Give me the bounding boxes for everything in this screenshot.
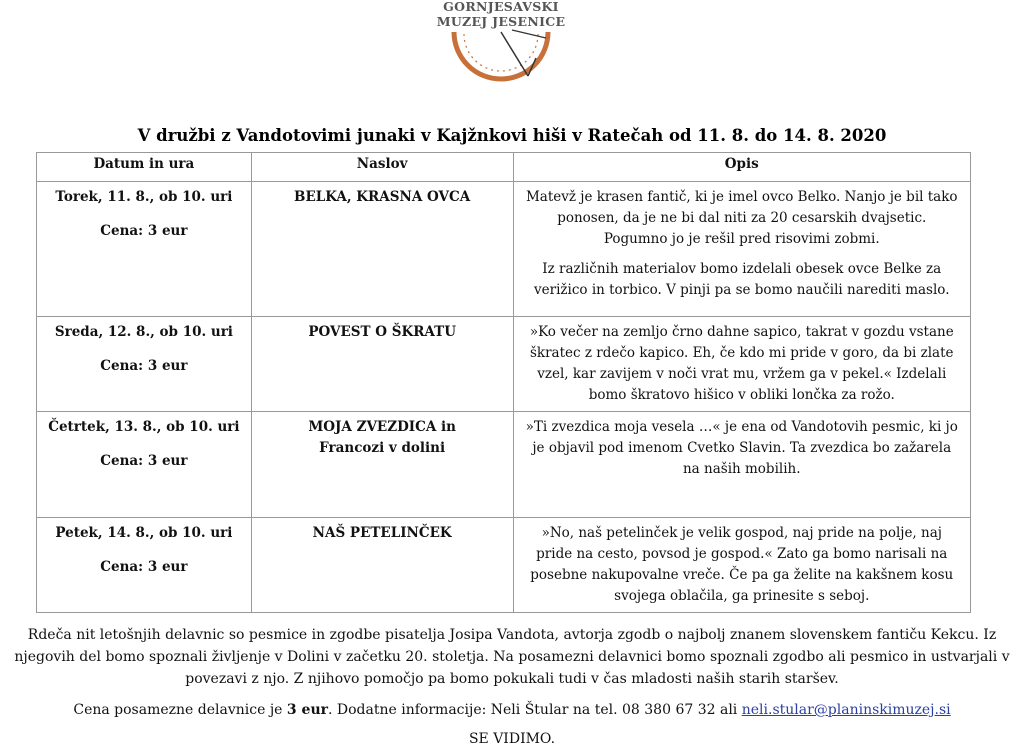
table-header-row	[37, 153, 971, 182]
description-paragraph: »No, naš petelinček je velik gospod, naj pride na polje, naj pride na cesto, povsod je gospod.« Zato ga bomo narisali na posebne nakupovalne vreče. Če pa ga želite na kakšnem kosu svojega oblačila, ga prinesite s seboj.	[530, 525, 954, 604]
description-paragraph: Iz različnih materialov bomo izdelali obesek ovce Belke za verižico in torbico. V pinji pa se bomo naučili narediti maslo.	[534, 261, 950, 298]
closing-text: SE VIDIMO.	[468, 731, 556, 747]
workshop-title	[251, 412, 513, 518]
description-cell	[513, 518, 970, 613]
description-paragraph: Matevž je krasen fantič, ki je imel ovco Belko. Nanjo je bil tako ponosen, da je ne bi dal niti za 20 cesarskih dvajsetic. Pogumno jo je rešil pred risovimi zobmi.	[525, 189, 958, 247]
price: Cena: 3 eur	[100, 358, 188, 374]
description-paragraph: »Ko večer na zemljo črno dahne sapico, takrat v gozdu vstane škratec z rdečo kapico. Eh, če kdo mi pride v goro, da bi zlate vzel, kar zavijem v noči vrat mu, vržem ga v pekel.« Izdelali bomo škratovo hišico v obliki lončka za rožo.	[529, 324, 954, 403]
email-link[interactable]: neli.stular@planinskimuzej.si	[741, 702, 951, 718]
column-header-title: Naslov	[251, 153, 513, 182]
date-cell	[37, 518, 252, 613]
description-cell	[513, 317, 970, 412]
price: Cena: 3 eur	[100, 559, 188, 575]
workshop-schedule-table	[36, 152, 971, 613]
footer	[0, 624, 1024, 750]
workshop-title	[251, 317, 513, 412]
workshop-title-text: BELKA, KRASNA OVCA	[294, 189, 471, 205]
contact-info: . Dodatne informacije: Neli Štular na tel. 08 380 67 32 ali	[328, 702, 742, 718]
date-cell	[37, 412, 252, 518]
sundial-emblem-icon	[436, 28, 566, 100]
logo-text-line2: MUZEJ JESENICE	[436, 14, 566, 29]
date-time: Sreda, 12. 8., ob 10. uri	[54, 324, 233, 340]
date-time: Petek, 14. 8., ob 10. uri	[55, 525, 233, 541]
description-paragraph: »Ti zvezdica moja vesela …« je ena od Vandotovih pesmic, ki jo je objavil pod imenom Cvetko Slavin. Ta zvezdica bo zažarela na naših mobilih.	[525, 419, 958, 477]
contact-prefix: Cena posamezne delavnice je	[73, 702, 287, 718]
workshop-title-text: POVEST O ŠKRATU	[308, 324, 456, 340]
price: Cena: 3 eur	[100, 223, 188, 239]
workshop-title-text: MOJA ZVEZDICA in	[308, 419, 456, 435]
description-cell	[513, 412, 970, 518]
table-row	[37, 412, 971, 518]
intro-paragraph: Rdeča nit letošnjih delavnic so pesmice in zgodbe pisatelja Josipa Vandota, avtorja zgodb o najbolj znanem slovenskem fantiču Kekcu. Iz njegovih del bomo spoznali življenje v Dolini v začetku 20. stoletja. Na posamezni delavnici bomo spoznali zgodbo ali pesmico in ustvarjali v povezavi z njo. Z njihovo pomočjo pa bomo pokukali tudi v čas mladosti naših starih staršev.	[14, 627, 1010, 687]
museum-logo	[436, 0, 566, 100]
description-cell	[513, 182, 970, 317]
table-row	[37, 182, 971, 317]
logo-text-line1: GORNJESAVSKI	[443, 0, 559, 14]
workshop-title-text: NAŠ PETELINČEK	[312, 525, 452, 541]
date-time: Torek, 11. 8., ob 10. uri	[55, 189, 233, 205]
page-title: V družbi z Vandotovimi junaki v Kajžnkovi hiši v Ratečah od 11. 8. do 14. 8. 2020	[137, 126, 887, 145]
workshop-title	[251, 182, 513, 317]
table-row	[37, 317, 971, 412]
date-cell	[37, 182, 252, 317]
table-row	[37, 518, 971, 613]
contact-line	[0, 699, 1024, 721]
date-cell	[37, 317, 252, 412]
column-header-description: Opis	[513, 153, 970, 182]
contact-price: 3 eur	[286, 702, 328, 718]
price: Cena: 3 eur	[100, 453, 188, 469]
date-time: Četrtek, 13. 8., ob 10. uri	[48, 419, 240, 435]
workshop-title-text-line2: Francozi v dolini	[319, 440, 446, 456]
workshop-title	[251, 518, 513, 613]
column-header-date: Datum in ura	[37, 153, 252, 182]
